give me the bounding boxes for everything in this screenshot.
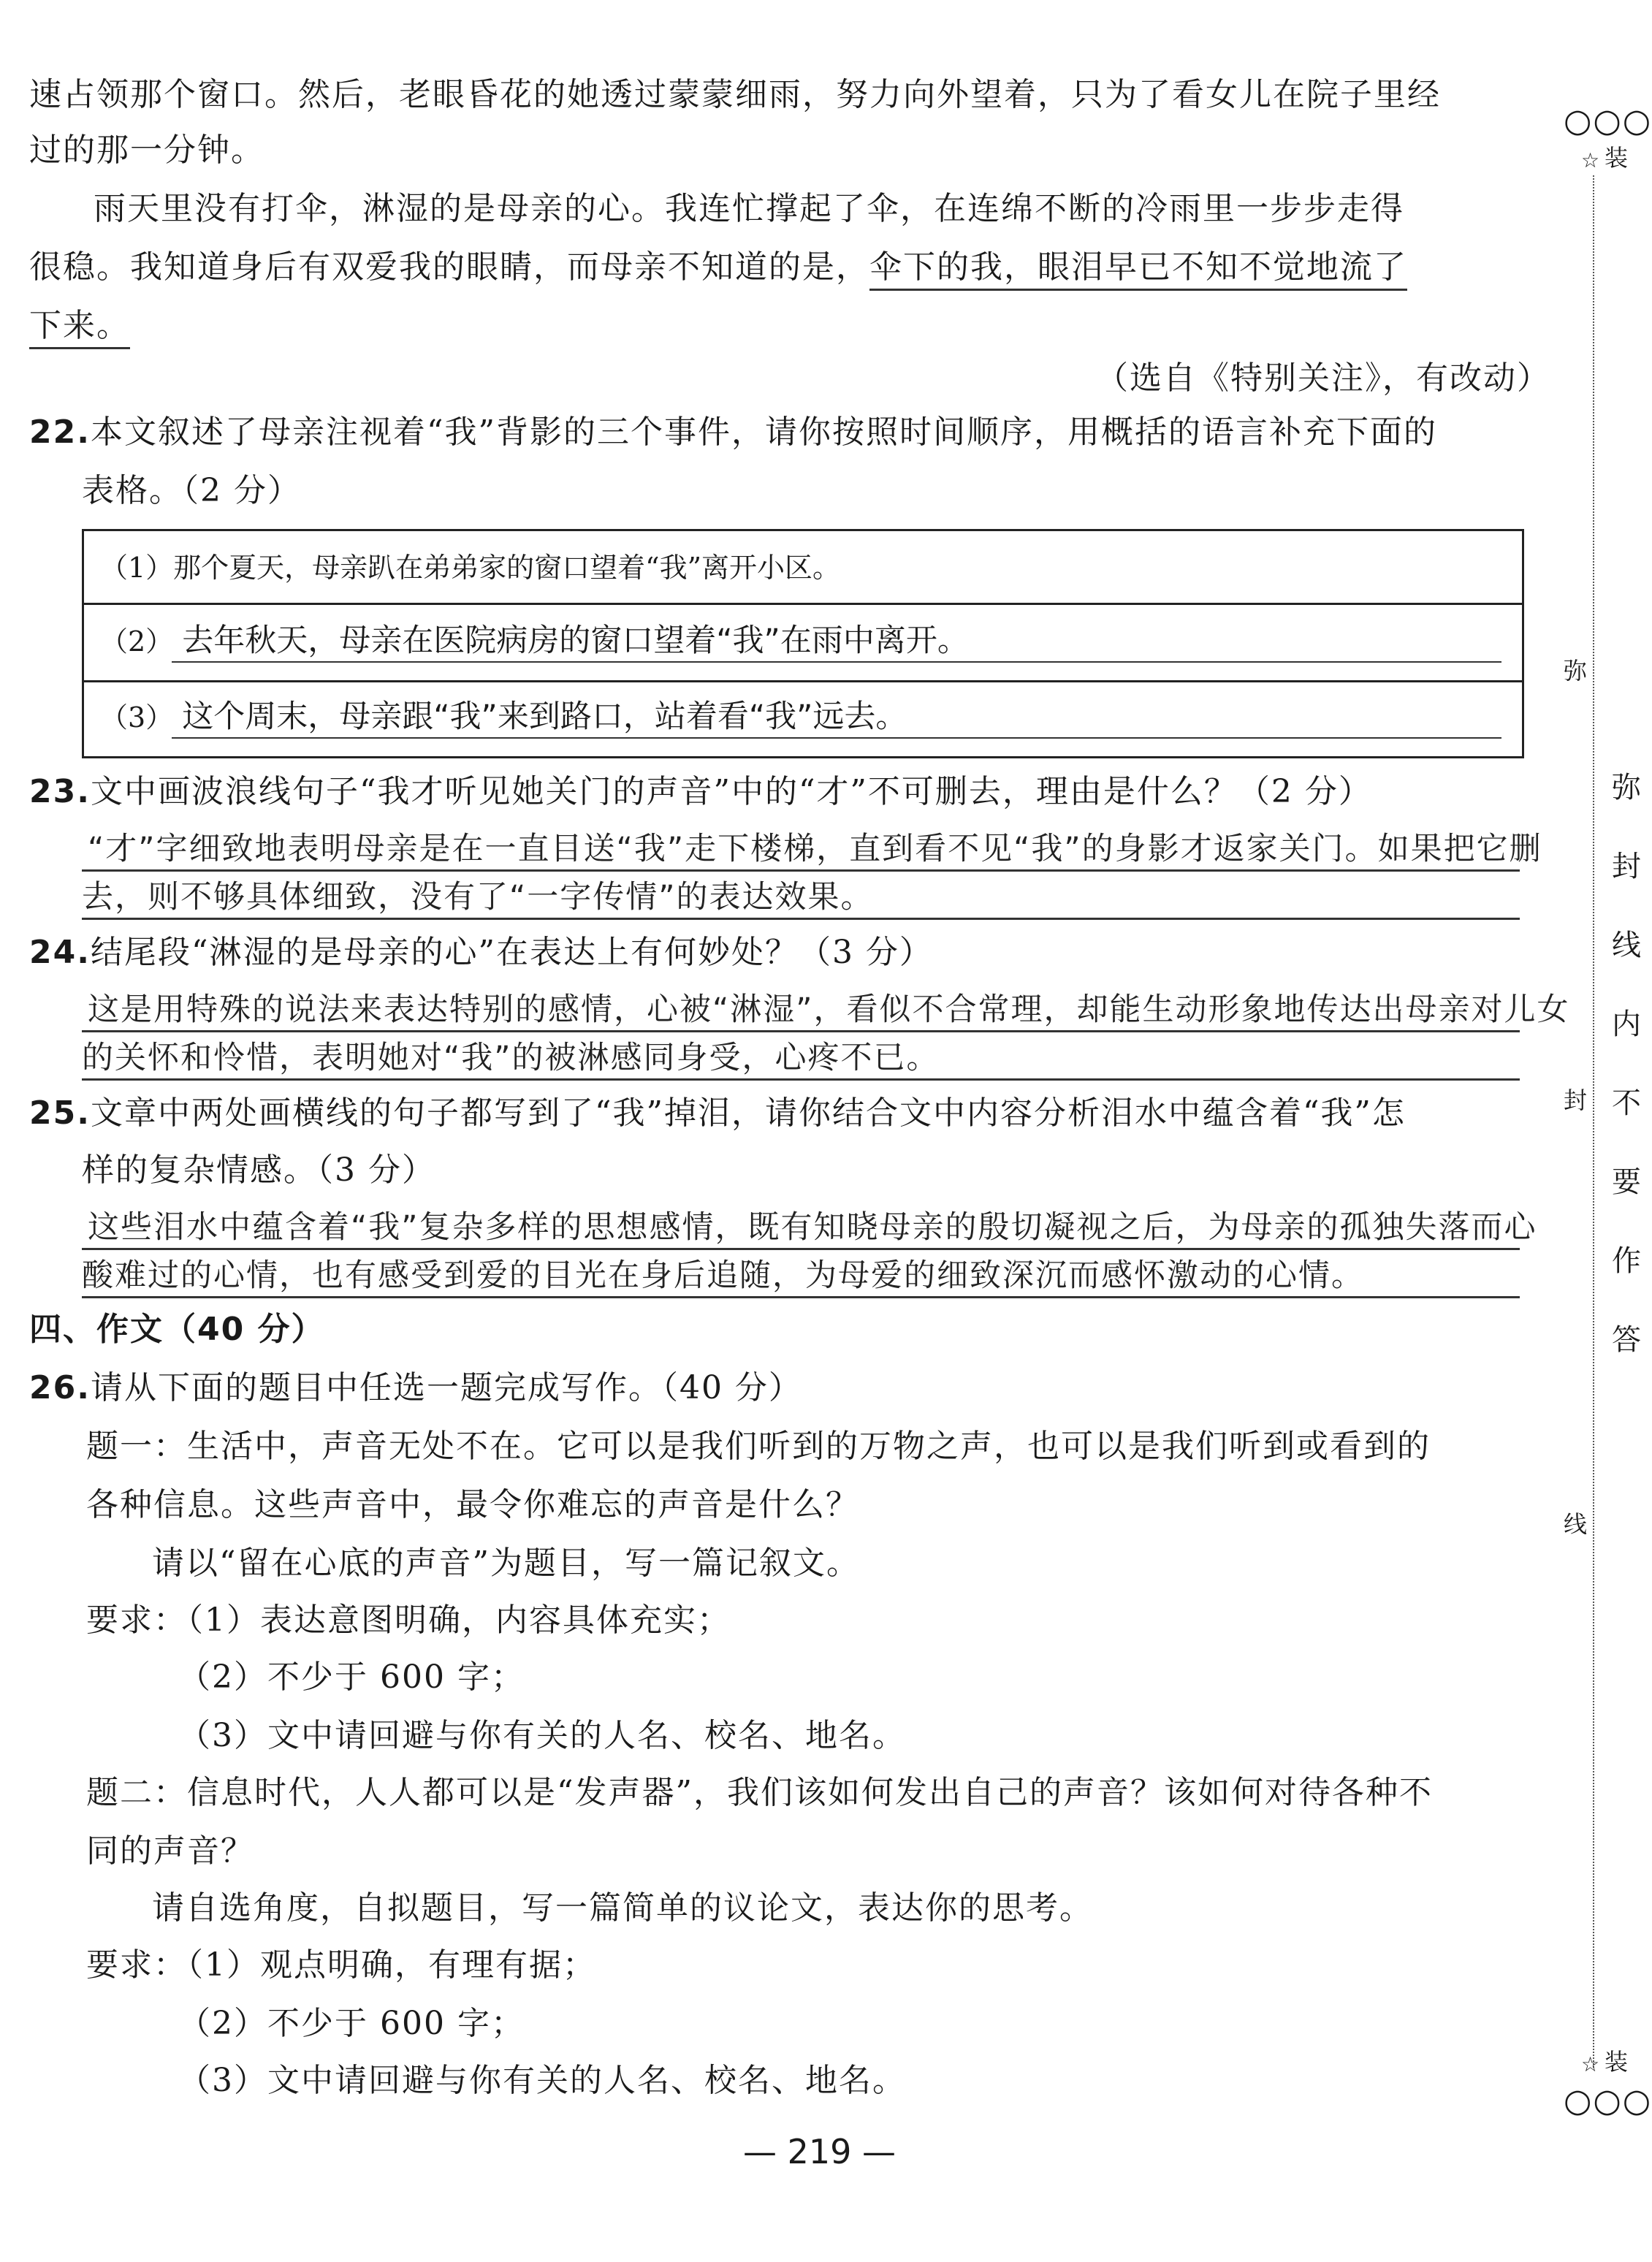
answer-text: “才”字细致地表明母亲是在一直目送“我”走下楼梯，直到看不见“我”的身影才返家关门。如果把它删 — [88, 831, 1542, 867]
binding-note: 封 — [1612, 850, 1641, 883]
topic-text: 请以“留在心底的声音”为题目，写一篇记叙文。 — [152, 1545, 860, 1582]
topic-text: 各种信息。这些声音中，最令你难忘的声音是什么？ — [86, 1486, 859, 1523]
row-answer: 这个周末，母亲跟“我”来到路口，站着看“我”远去。 — [182, 698, 907, 735]
row-answer: 去年秋天，母亲在医院病房的窗口望着“我”在雨中离开。 — [182, 622, 969, 659]
requirement: （3）文中请回避与你有关的人名、校名、地名。 — [178, 2062, 906, 2099]
answer-line — [82, 1030, 1520, 1032]
binding-note: 要 — [1612, 1165, 1641, 1199]
passage-line: 速占领那个窗口。然后，老眼昏花的她透过蒙蒙细雨，努力向外望着，只为了看女儿在院子里经 — [29, 76, 1441, 113]
binding-circles: ○○○ — [1564, 2082, 1652, 2120]
topic-text: 题一：生活中，声音无处不在。它可以是我们听到的万物之声，也可以是我们听到或看到的 — [86, 1428, 1431, 1465]
question-text: 结尾段“淋湿的是母亲的心”在表达上有何妙处？（3 分） — [90, 934, 933, 971]
passage-line: 雨天里没有打伞，淋湿的是母亲的心。我连忙撑起了伞，在连绵不断的冷雨里一步步走得 — [94, 190, 1404, 227]
page-number: — 219 — — [742, 2132, 897, 2171]
table-row — [100, 620, 969, 662]
answer-line — [172, 737, 1501, 739]
binding-label: 封 — [1564, 1086, 1588, 1114]
binding-note: 内 — [1612, 1008, 1641, 1041]
passage-line: 过的那一分钟。 — [29, 132, 264, 169]
answer-text: 去，则不够具体细致，没有了“一字传情”的表达效果。 — [82, 879, 874, 915]
topic-text: 请自选角度，自拟题目，写一篇简单的议论文，表达你的思考。 — [152, 1889, 1093, 1927]
underlined-sentence: 下来。 — [29, 307, 130, 349]
binding-note: 不 — [1612, 1086, 1641, 1120]
question-number: 23. — [29, 773, 91, 810]
binding-label: 装 — [1605, 144, 1629, 172]
row-label: （2） — [100, 625, 174, 658]
question-24 — [29, 931, 933, 975]
binding-line — [1593, 175, 1594, 2068]
requirement: （2）不少于 600 字； — [178, 1659, 525, 1696]
answer-line — [82, 918, 1520, 920]
question-number: 24. — [29, 934, 91, 971]
question-text: 文章中两处画横线的句子都写到了“我”掉泪，请你结合文中内容分析泪水中蕴含着“我”怎 — [90, 1094, 1406, 1132]
binding-note: 答 — [1612, 1323, 1641, 1357]
requirement: （3）文中请回避与你有关的人名、校名、地名。 — [178, 1717, 906, 1754]
question-text: 本文叙述了母亲注视着“我”背影的三个事件，请你按照时间顺序，用概括的语言补充下面的 — [90, 414, 1437, 451]
binding-label: 弥 — [1564, 657, 1588, 685]
question-number: 22. — [29, 414, 91, 451]
answer-line — [172, 661, 1501, 663]
question-text: 表格。（2 分） — [82, 472, 301, 509]
question-text: 请从下面的题目中任选一题完成写作。（40 分） — [90, 1369, 802, 1406]
table-row — [100, 696, 907, 738]
passage-source: （选自《特别关注》，有改动） — [1096, 359, 1550, 397]
table-row: （1）那个夏天，母亲趴在弟弟家的窗口望着“我”离开小区。 — [100, 552, 841, 584]
requirement: 要求：（1）观点明确，有理有据； — [86, 1946, 596, 1984]
passage-line — [29, 245, 1407, 289]
question-26 — [29, 1366, 802, 1410]
topic-text: 题二：信息时代，人人都可以是“发声器”，我们该如何发出自己的声音？该如何对待各种不 — [86, 1774, 1433, 1811]
answer-line — [82, 869, 1520, 872]
answer-text: 这些泪水中蕴含着“我”复杂多样的思想感情，既有知晓母亲的殷切凝视之后，为母亲的孤独失落而心 — [88, 1209, 1537, 1246]
binding-label: 线 — [1564, 1510, 1588, 1538]
table-divider — [84, 603, 1522, 605]
answer-text: 的关怀和怜惜，表明她对“我”的被淋感同身受，心疼不已。 — [82, 1040, 940, 1076]
question-22 — [29, 411, 1437, 454]
question-25 — [29, 1092, 1406, 1135]
answer-text: 这是用特殊的说法来表达特别的感情，心被“淋湿”，看似不合常理，却能生动形象地传达出母亲对儿女 — [88, 991, 1570, 1028]
answer-line — [82, 1296, 1520, 1298]
section-heading: 四、作文（40 分） — [29, 1311, 325, 1348]
topic-text: 同的声音？ — [86, 1832, 254, 1870]
table-divider — [84, 680, 1522, 682]
answer-line — [82, 1078, 1520, 1081]
binding-note: 作 — [1612, 1244, 1641, 1278]
star-icon: ☆ — [1581, 2052, 1600, 2076]
row-label: （3） — [100, 701, 174, 734]
question-number: 26. — [29, 1369, 91, 1406]
binding-note: 弥 — [1612, 771, 1641, 804]
requirement: （2）不少于 600 字； — [178, 2005, 525, 2042]
passage-line — [29, 304, 130, 348]
question-text: 文中画波浪线句子“我才听见她关门的声音”中的“才”不可删去，理由是什么？（2 分） — [90, 773, 1372, 810]
binding-label: 装 — [1605, 2048, 1629, 2076]
binding-note: 线 — [1612, 929, 1641, 962]
answer-text: 酸难过的心情，也有感受到爱的目光在身后追随，为母爱的细致深沉而感怀激动的心情。 — [82, 1257, 1364, 1294]
star-icon: ☆ — [1581, 148, 1600, 172]
answer-line — [82, 1248, 1520, 1250]
question-text: 样的复杂情感。（3 分） — [82, 1151, 435, 1189]
passage-text: 很稳。我知道身后有双爱我的眼睛，而母亲不知道的是， — [29, 248, 869, 286]
underlined-sentence: 伞下的我，眼泪早已不知不觉地流了 — [869, 248, 1407, 291]
answer-table — [82, 529, 1524, 758]
question-number: 25. — [29, 1094, 91, 1132]
binding-circles: ○○○ — [1564, 102, 1652, 140]
requirement: 要求：（1）表达意图明确，内容具体充实； — [86, 1602, 731, 1639]
question-23 — [29, 770, 1372, 814]
